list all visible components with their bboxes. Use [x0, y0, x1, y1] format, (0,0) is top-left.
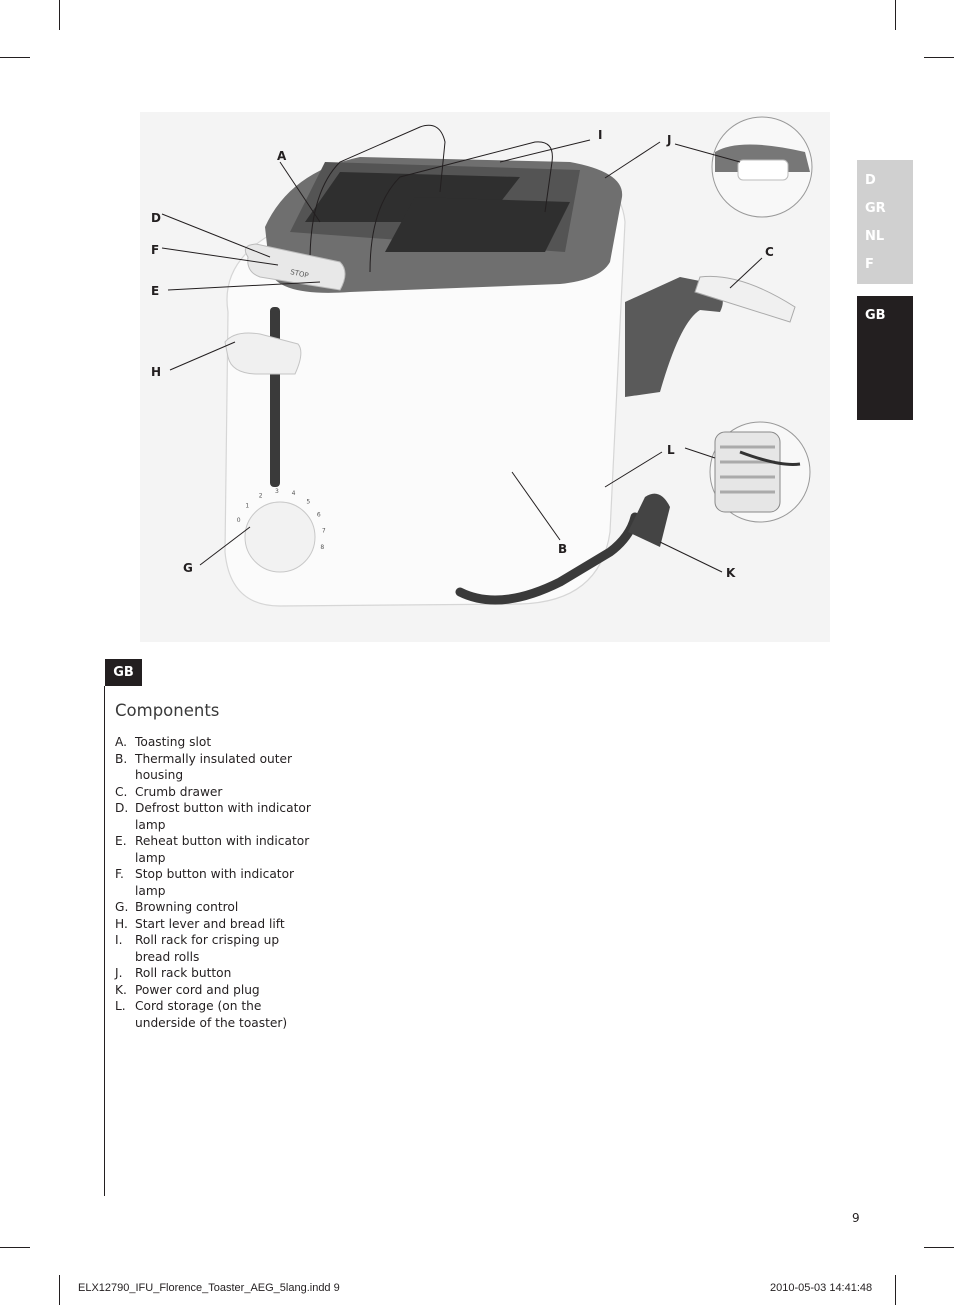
toaster-illustration [140, 112, 830, 642]
dial-number: 1 [245, 502, 250, 510]
dial-number: 6 [316, 511, 321, 519]
dial-number: 7 [321, 527, 326, 535]
component-text: Crumb drawer [135, 784, 223, 799]
section-language-badge: GB [105, 659, 142, 686]
component-letter: C. [115, 784, 128, 799]
page-number: 9 [852, 1211, 860, 1225]
crop-mark [924, 1247, 954, 1248]
callout-j: J [667, 133, 672, 147]
component-letter: K. [115, 982, 127, 997]
component-item [115, 833, 315, 866]
component-item [115, 784, 315, 801]
section-vertical-rule [104, 686, 105, 1196]
component-item [115, 916, 315, 933]
dial-number: 2 [258, 492, 263, 500]
component-text: Stop button with indicator lamp [135, 867, 295, 898]
callout-h: H [151, 365, 162, 379]
component-item [115, 965, 315, 982]
language-tab-gr: GR [865, 201, 886, 216]
component-item [115, 998, 315, 1031]
language-tab-nl: NL [865, 229, 885, 244]
callout-e: E [151, 284, 160, 298]
component-text: Toasting slot [135, 735, 212, 749]
dial-number: 5 [306, 498, 311, 506]
component-text: Defrost button with indicator lamp [135, 801, 311, 832]
footer-file-name: ELX12790_IFU_Florence_Toaster_AEG_5lang.indd 9 [78, 1282, 340, 1294]
component-letter: D. [115, 801, 129, 815]
component-letter: F. [115, 867, 124, 881]
component-text: Reheat button with indicator lamp [135, 834, 310, 865]
component-item [115, 734, 315, 751]
component-text: Thermally insulated outer housing [135, 751, 293, 782]
component-item [115, 800, 315, 833]
callout-b: B [558, 542, 568, 556]
component-item [115, 899, 315, 916]
crop-mark [895, 1275, 896, 1305]
crop-mark [895, 0, 896, 30]
dial-number: 0 [236, 517, 241, 524]
crop-mark [59, 1275, 60, 1305]
dial-number: 8 [320, 544, 325, 552]
crop-mark [924, 57, 954, 58]
component-text: Power cord and plug [135, 982, 260, 997]
component-text: Roll rack button [135, 966, 232, 980]
dial-number: 3 [274, 488, 279, 496]
component-letter: L. [115, 999, 126, 1013]
language-tab-gb-active: GB [857, 296, 913, 420]
component-item [115, 751, 315, 784]
footer-timestamp: 2010-05-03 14:41:48 [770, 1282, 873, 1294]
component-letter: I. [115, 933, 123, 947]
component-letter: A. [115, 735, 127, 749]
component-letter: E. [115, 834, 127, 848]
component-letter: J. [115, 966, 123, 980]
callout-i: I [598, 128, 603, 142]
language-tabs [857, 160, 913, 420]
stop-button-label: STOP [289, 268, 310, 280]
component-text: Start lever and bread lift [135, 916, 285, 931]
component-text: Browning control [135, 900, 239, 914]
crop-mark [59, 0, 60, 30]
callout-g: G [183, 561, 193, 575]
callout-l: L [667, 443, 675, 457]
component-item [115, 982, 315, 999]
component-item [115, 866, 315, 899]
callout-c: C [765, 245, 774, 259]
inactive-language-tabs [857, 160, 913, 284]
language-tab-f: F [865, 257, 874, 272]
component-letter: H. [115, 916, 128, 931]
crop-mark [0, 1247, 30, 1248]
callout-a: A [277, 149, 287, 163]
callout-k: K [726, 566, 736, 580]
component-item [115, 932, 315, 965]
section-title: Components [115, 701, 220, 720]
language-tab-d: D [865, 173, 876, 188]
component-letter: G. [115, 900, 129, 914]
crop-mark [0, 57, 30, 58]
callout-d: D [151, 211, 161, 225]
callout-f: F [151, 243, 160, 257]
dial-number: 4 [291, 490, 296, 498]
component-text: Cord storage (on the underside of the toaster) [135, 999, 288, 1030]
component-text: Roll rack for crisping up bread rolls [135, 933, 280, 964]
components-list [115, 734, 315, 1031]
component-letter: B. [115, 751, 128, 766]
